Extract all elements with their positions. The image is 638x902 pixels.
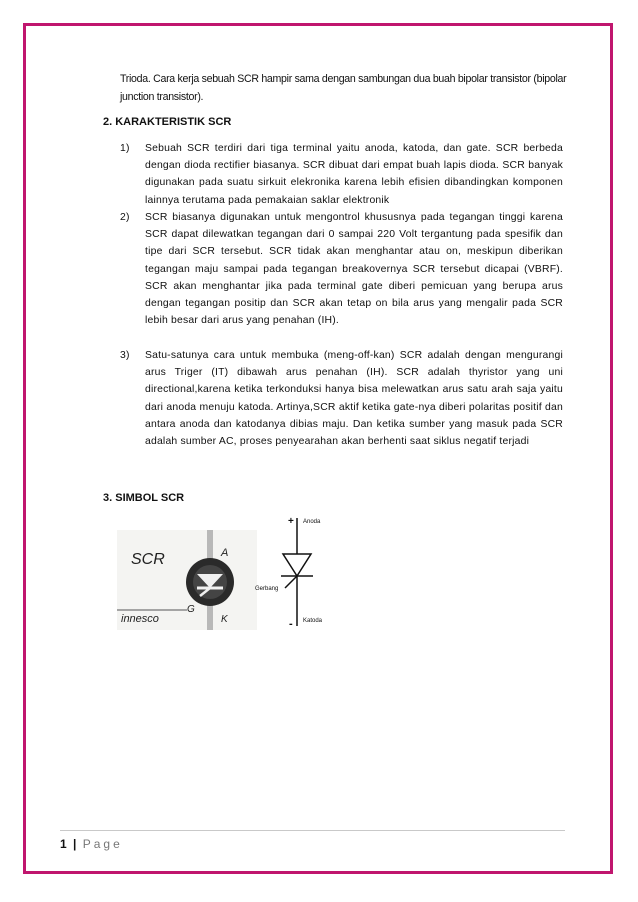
characteristics-list	[103, 140, 563, 483]
anode-label: A	[221, 547, 229, 559]
list-item	[103, 209, 563, 347]
page-footer	[60, 837, 123, 851]
cathode-label: K	[221, 614, 228, 625]
list-item	[103, 347, 563, 483]
footer-separator: |	[73, 837, 77, 851]
section-2-heading: 2. KARAKTERISTIK SCR	[103, 116, 232, 128]
gerbang-label: Gerbang	[255, 586, 279, 592]
scr-component-image	[117, 530, 257, 630]
scr-photo-label: SCR	[131, 551, 165, 568]
intro-paragraph: Trioda. Cara kerja sebuah SCR hampir sama dengan sambungan dua buah bipolar transistor (bipolar junction transistor).	[120, 73, 567, 103]
list-item-text: SCR biasanya digunakan untuk mengontrol khususnya pada tegangan tinggi karena SCR dapat dilewatkan tegangan dari 0 sampai 220 Volt tergantung pada spesifik dan tipe dari SCR tersebut. SCR tidak akan menghantar atau on, meskipun diberikan tegangan maju sampai pada tegangan breakovernya SCR tersebut dicapai (VBRF). SCR akan menghantar jika pada terminal gate diberi pemicuan yang berupa arus dengan tegangan positip dan SCR akan tetap on bila arus yang mengalir pada SCR lebih besar dari arus yang penahan (IH).	[145, 212, 563, 327]
anoda-label: Anoda	[303, 519, 321, 525]
plus-sign: +	[288, 516, 294, 527]
minus-sign: -	[289, 618, 293, 630]
section-3-heading: 3. SIMBOL SCR	[103, 492, 185, 504]
list-item-text: Sebuah SCR terdiri dari tiga terminal yaitu anoda, katoda, dan gate. SCR berbeda dengan dioda rectifier biasanya. SCR dibuat dari empat buah lapis dioda. SCR banyak digunakan pada suatu sirkuit elekronika karena lebih efisien dibandingkan komponen lainnya terutama pada pemakaian saklar elektronik	[145, 143, 563, 206]
brand-logo: innesco	[121, 613, 159, 625]
list-item-number: 2)	[120, 212, 130, 223]
list-item-number: 1)	[120, 143, 130, 154]
footer-divider	[60, 830, 565, 831]
list-item	[103, 140, 563, 209]
page-word: Page	[82, 837, 123, 851]
katoda-label: Katoda	[303, 618, 323, 624]
page-number: 1	[60, 837, 67, 851]
list-item-number: 3)	[120, 350, 130, 361]
list-item-text: Satu-satunya cara untuk membuka (meng-off-kan) SCR adalah dengan mengurangi arus Triger (IT) dibawah arus penahan (IH). SCR adalah thyristor yang uni directional,karena ketika terkonduksi hanya bisa melewatkan arus satu arah saja yaitu dari anoda menuju katoda. Artinya,SCR aktif ketika gate-nya diberi polaritas positif dan antara anoda dan katodanya dibias maju. Dan ketika sumber yang masuk pada SCR adalah sumber AC, proses penyearahan akan berhenti saat siklus negatif terjadi	[145, 350, 563, 448]
scr-schematic-symbol	[255, 510, 340, 635]
gate-label: G	[187, 604, 195, 615]
diode-triangle-icon	[283, 554, 311, 576]
